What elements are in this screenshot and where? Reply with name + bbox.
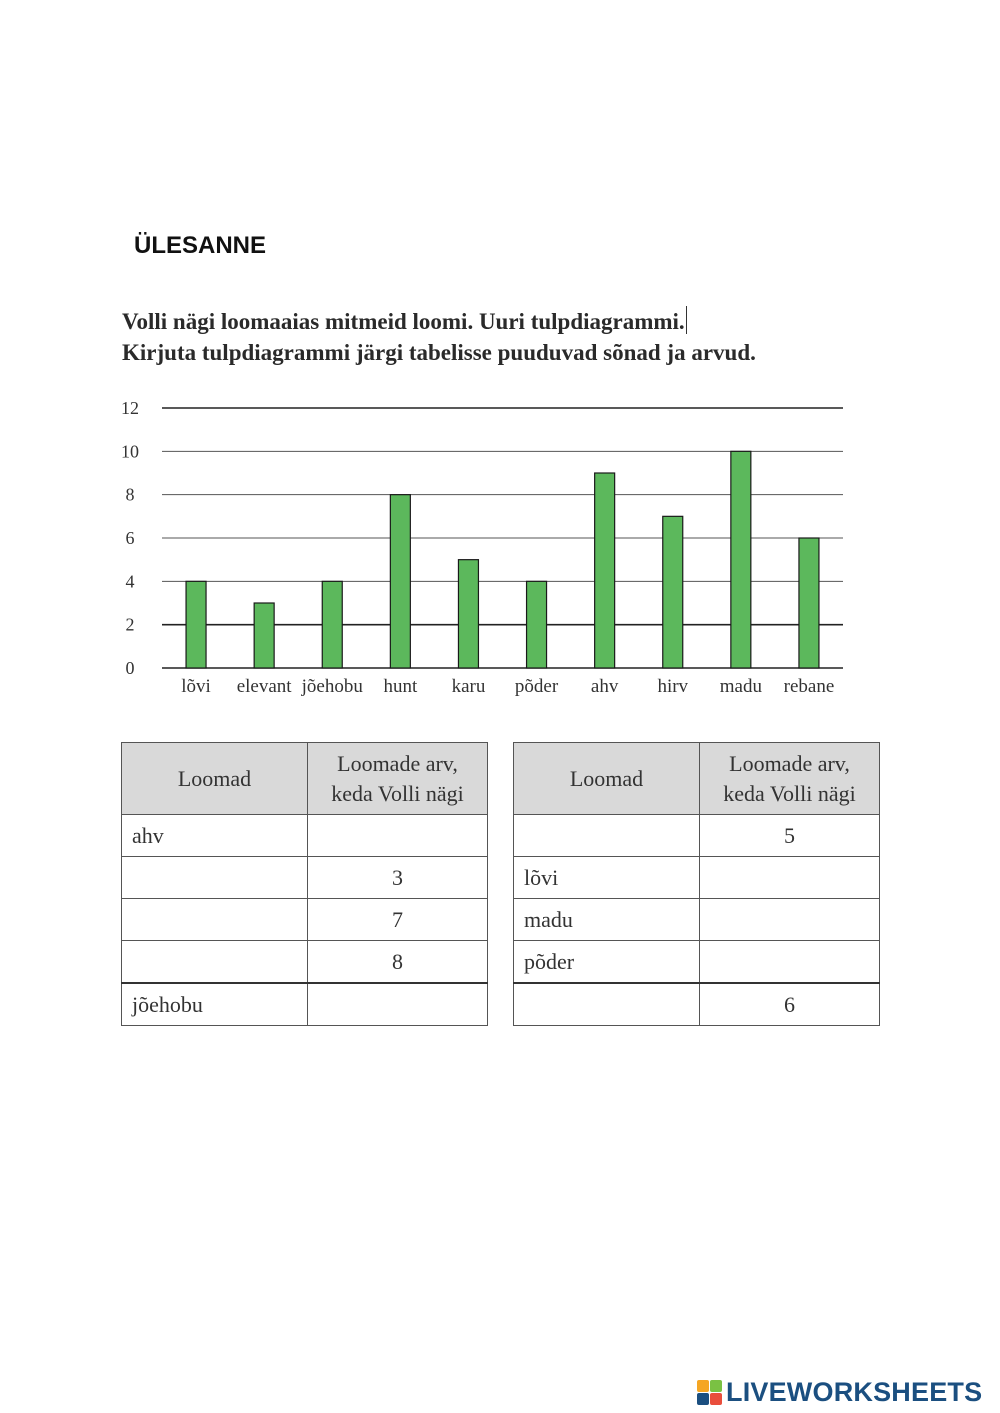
animal-name-cell[interactable]: põder	[514, 941, 700, 984]
brand-wordmark: LIVEWORKSHEETS	[726, 1377, 983, 1407]
instruction-line-2: Kirjuta tulpdiagrammi järgi tabelisse puuduvad sõnad ja arvud.	[122, 340, 756, 365]
table-row	[122, 983, 488, 1026]
table-row	[122, 899, 488, 941]
column-header-count-line-2: keda Volli nägi	[331, 780, 464, 806]
x-tick-label: karu	[451, 676, 486, 697]
logo-tile-red	[710, 1393, 722, 1405]
y-tick-label: 0	[125, 658, 135, 678]
table-row	[514, 899, 880, 941]
animal-count-cell[interactable]: 8	[308, 941, 488, 984]
bar	[390, 495, 410, 668]
x-tick-label: põder	[514, 676, 559, 697]
bar	[458, 560, 478, 668]
answer-table-right	[513, 742, 880, 1026]
column-header-count	[700, 743, 880, 815]
x-tick-label: madu	[719, 676, 762, 697]
animal-name-cell[interactable]: jõehobu	[122, 983, 308, 1026]
table-row	[514, 857, 880, 899]
instruction-line-1: Volli nägi loomaaias mitmeid loomi. Uuri tulpdiagrammi.	[122, 309, 685, 334]
column-header-count-line-1: Loomade arv,	[729, 750, 850, 776]
bar	[799, 538, 819, 668]
x-tick-label: hirv	[657, 676, 689, 697]
logo-tile-blue	[697, 1393, 709, 1405]
x-tick-label: elevant	[236, 676, 292, 697]
animal-name-cell[interactable]	[122, 899, 308, 941]
bar	[254, 603, 274, 668]
y-tick-label: 4	[125, 571, 135, 592]
x-tick-label: rebane	[783, 676, 835, 697]
bar	[322, 581, 342, 668]
animal-count-cell[interactable]	[700, 941, 880, 984]
liveworksheets-brand	[697, 1377, 982, 1408]
liveworksheets-logo-icon	[697, 1380, 722, 1405]
animal-name-cell[interactable]	[122, 941, 308, 984]
animal-name-cell[interactable]: madu	[514, 899, 700, 941]
bar-chart	[110, 395, 850, 700]
table-row	[122, 941, 488, 984]
task-instructions	[122, 306, 756, 368]
animal-name-cell[interactable]	[122, 857, 308, 899]
bar	[595, 473, 615, 668]
x-tick-label: hunt	[383, 676, 418, 697]
logo-tile-green	[710, 1380, 722, 1392]
animal-name-cell[interactable]: lõvi	[514, 857, 700, 899]
animal-count-cell[interactable]: 3	[308, 857, 488, 899]
x-tick-label: jõehobu	[301, 676, 363, 697]
page-heading: ÜLESANNE	[134, 232, 267, 259]
animal-count-cell[interactable]	[700, 857, 880, 899]
animal-name-cell[interactable]	[514, 983, 700, 1026]
animal-count-cell[interactable]: 7	[308, 899, 488, 941]
y-tick-label: 12	[121, 398, 139, 418]
table-row	[514, 941, 880, 984]
table-row	[514, 983, 880, 1026]
x-tick-label: lõvi	[181, 676, 211, 697]
animal-count-cell[interactable]	[308, 983, 488, 1026]
column-header-count-line-1: Loomade arv,	[337, 750, 458, 776]
column-header-animals: Loomad	[122, 743, 308, 815]
bar	[186, 581, 206, 668]
animal-name-cell[interactable]: ahv	[122, 815, 308, 857]
answer-table-left	[121, 742, 488, 1026]
text-cursor	[686, 306, 687, 334]
column-header-animals: Loomad	[514, 743, 700, 815]
table-row	[122, 815, 488, 857]
y-tick-label: 6	[125, 528, 135, 548]
y-tick-label: 10	[121, 441, 139, 462]
animal-count-cell[interactable]	[700, 899, 880, 941]
animal-count-cell[interactable]: 5	[700, 815, 880, 857]
column-header-count-line-2: keda Volli nägi	[723, 780, 856, 806]
animal-count-cell[interactable]: 6	[700, 983, 880, 1026]
column-header-count	[308, 743, 488, 815]
logo-tile-orange	[697, 1380, 709, 1392]
x-tick-label: ahv	[590, 676, 619, 697]
bar	[527, 581, 547, 668]
animal-count-cell[interactable]	[308, 815, 488, 857]
bar	[663, 516, 683, 668]
table-row	[122, 857, 488, 899]
y-tick-label: 8	[125, 484, 135, 505]
table-row	[514, 815, 880, 857]
animal-name-cell[interactable]	[514, 815, 700, 857]
bar	[731, 451, 751, 668]
y-tick-label: 2	[125, 614, 135, 635]
